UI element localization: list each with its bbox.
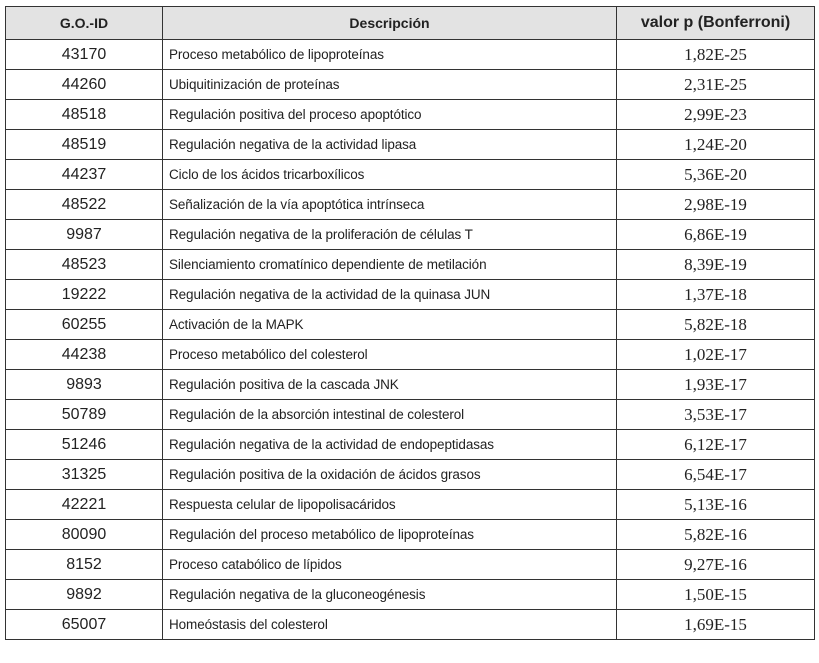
go-id-cell: 19222 (6, 280, 163, 310)
p-value-cell: 1,82E-25 (617, 40, 815, 70)
description-cell: Señalización de la vía apoptótica intrínseca (163, 190, 617, 220)
go-id-cell: 44237 (6, 160, 163, 190)
table-body (6, 40, 815, 640)
go-id-cell: 65007 (6, 610, 163, 640)
p-value-cell: 1,24E-20 (617, 130, 815, 160)
table-row (6, 520, 815, 550)
description-cell: Proceso metabólico de lipoproteínas (163, 40, 617, 70)
description-cell: Respuesta celular de lipopolisacáridos (163, 490, 617, 520)
go-id-cell: 9893 (6, 370, 163, 400)
go-terms-table (5, 6, 815, 640)
description-cell: Regulación negativa de la actividad de endopeptidasas (163, 430, 617, 460)
go-id-cell: 31325 (6, 460, 163, 490)
table-row (6, 160, 815, 190)
description-cell: Regulación del proceso metabólico de lipoproteínas (163, 520, 617, 550)
p-value-cell: 1,69E-15 (617, 610, 815, 640)
p-value-cell: 1,50E-15 (617, 580, 815, 610)
go-id-cell: 50789 (6, 400, 163, 430)
go-id-cell: 8152 (6, 550, 163, 580)
p-value-cell: 2,98E-19 (617, 190, 815, 220)
p-value-cell: 3,53E-17 (617, 400, 815, 430)
header-p-value: valor p (Bonferroni) (617, 7, 815, 40)
description-cell: Regulación negativa de la actividad lipasa (163, 130, 617, 160)
table-row (6, 400, 815, 430)
go-id-cell: 48523 (6, 250, 163, 280)
go-id-cell: 48519 (6, 130, 163, 160)
table-row (6, 220, 815, 250)
table-header (6, 7, 815, 40)
p-value-cell: 1,37E-18 (617, 280, 815, 310)
table-row (6, 310, 815, 340)
description-cell: Regulación de la absorción intestinal de colesterol (163, 400, 617, 430)
table-row (6, 190, 815, 220)
p-value-cell: 1,02E-17 (617, 340, 815, 370)
p-value-cell: 6,12E-17 (617, 430, 815, 460)
go-id-cell: 60255 (6, 310, 163, 340)
description-cell: Regulación negativa de la gluconeogénesis (163, 580, 617, 610)
description-cell: Ubiquitinización de proteínas (163, 70, 617, 100)
go-id-cell: 80090 (6, 520, 163, 550)
description-cell: Regulación positiva de la oxidación de ácidos grasos (163, 460, 617, 490)
table-row (6, 460, 815, 490)
header-row (6, 7, 815, 40)
table-row (6, 430, 815, 460)
go-id-cell: 44238 (6, 340, 163, 370)
table-row (6, 70, 815, 100)
table-row (6, 550, 815, 580)
go-id-cell: 43170 (6, 40, 163, 70)
table-row (6, 580, 815, 610)
p-value-cell: 8,39E-19 (617, 250, 815, 280)
header-description: Descripción (163, 7, 617, 40)
go-id-cell: 9892 (6, 580, 163, 610)
go-id-cell: 42221 (6, 490, 163, 520)
description-cell: Activación de la MAPK (163, 310, 617, 340)
p-value-cell: 5,36E-20 (617, 160, 815, 190)
p-value-cell: 2,99E-23 (617, 100, 815, 130)
header-go-id: G.O.-ID (6, 7, 163, 40)
description-cell: Proceso metabólico del colesterol (163, 340, 617, 370)
go-id-cell: 48522 (6, 190, 163, 220)
go-id-cell: 9987 (6, 220, 163, 250)
p-value-cell: 9,27E-16 (617, 550, 815, 580)
table-row (6, 340, 815, 370)
description-cell: Regulación positiva del proceso apoptótico (163, 100, 617, 130)
table-row (6, 100, 815, 130)
table-row (6, 250, 815, 280)
table-row (6, 280, 815, 310)
p-value-cell: 1,93E-17 (617, 370, 815, 400)
table-row (6, 370, 815, 400)
go-id-cell: 51246 (6, 430, 163, 460)
description-cell: Regulación positiva de la cascada JNK (163, 370, 617, 400)
table-row (6, 610, 815, 640)
table-row (6, 40, 815, 70)
table-row (6, 130, 815, 160)
description-cell: Ciclo de los ácidos tricarboxílicos (163, 160, 617, 190)
table-row (6, 490, 815, 520)
description-cell: Regulación negativa de la proliferación de células T (163, 220, 617, 250)
description-cell: Regulación negativa de la actividad de la quinasa JUN (163, 280, 617, 310)
go-id-cell: 44260 (6, 70, 163, 100)
go-id-cell: 48518 (6, 100, 163, 130)
p-value-cell: 5,82E-18 (617, 310, 815, 340)
p-value-cell: 5,13E-16 (617, 490, 815, 520)
p-value-cell: 5,82E-16 (617, 520, 815, 550)
p-value-cell: 6,86E-19 (617, 220, 815, 250)
description-cell: Proceso catabólico de lípidos (163, 550, 617, 580)
p-value-cell: 2,31E-25 (617, 70, 815, 100)
p-value-cell: 6,54E-17 (617, 460, 815, 490)
description-cell: Silenciamiento cromatínico dependiente de metilación (163, 250, 617, 280)
description-cell: Homeóstasis del colesterol (163, 610, 617, 640)
